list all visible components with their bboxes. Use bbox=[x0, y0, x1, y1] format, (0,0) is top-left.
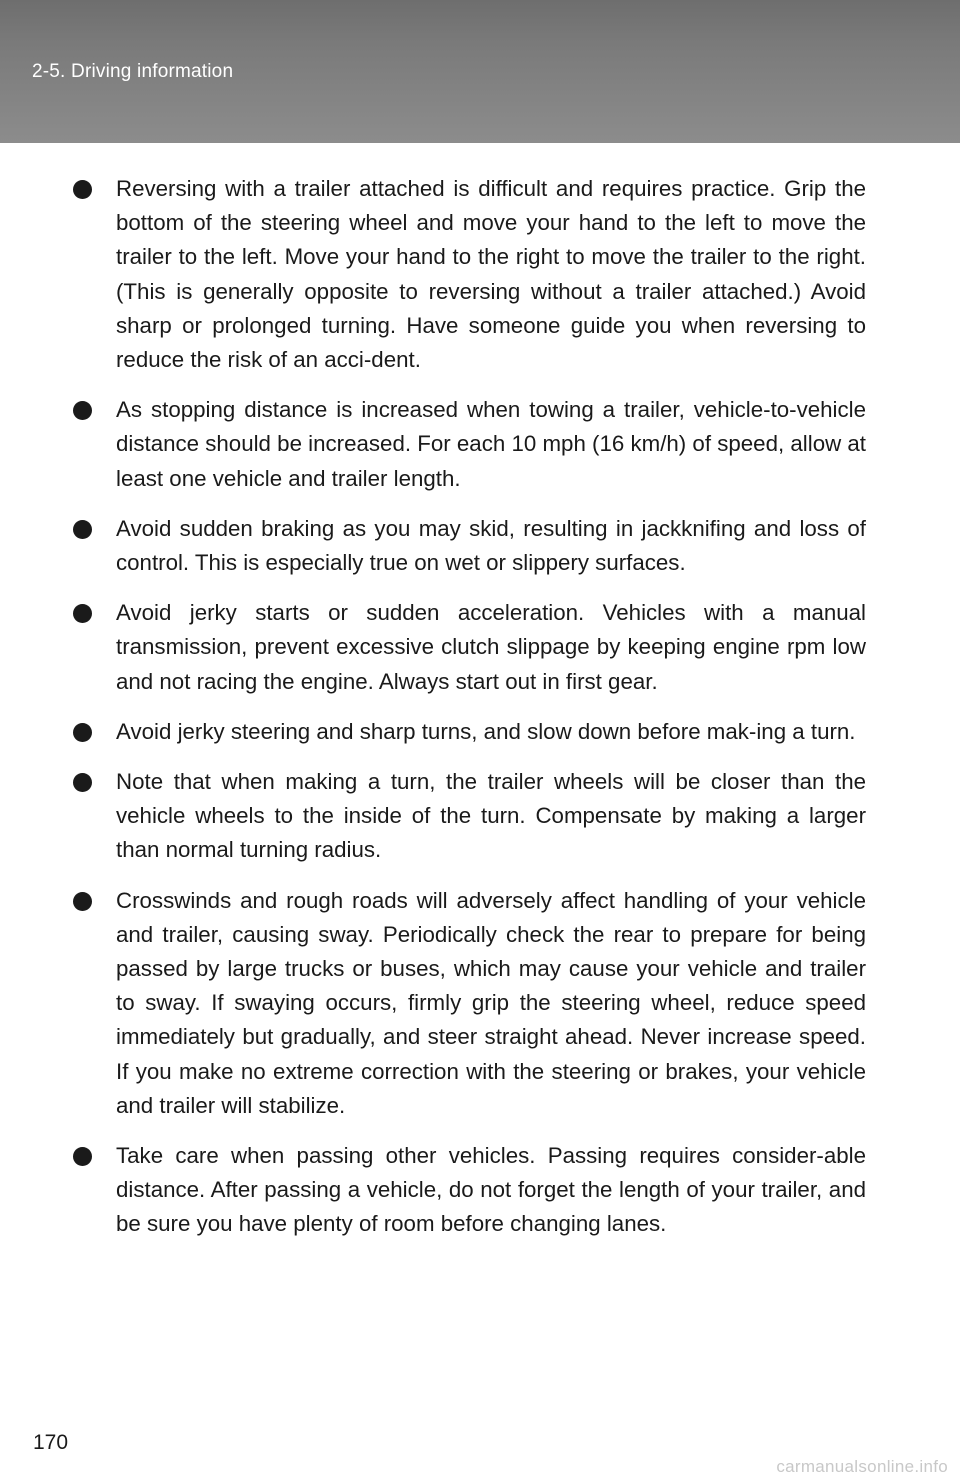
list-item bbox=[73, 596, 866, 699]
list-item-text: Note that when making a turn, the trailer wheels will be closer than the vehicle wheels to the inside of the turn. Compensate by making a larger than normal turning radius. bbox=[116, 769, 866, 863]
list-item bbox=[73, 715, 866, 749]
bullet-dot-icon bbox=[73, 604, 92, 623]
list-item-text: Reversing with a trailer attached is difficult and requires practice. Grip the bottom of the steering wheel and move your hand to the left to move the trailer to the left. Move your hand to the right to move the trailer to the right. (This is generally opposite to reversing without a trailer attached.) Avoid sharp or prolonged turning. Have someone guide you when reversing to reduce the risk of an acci-dent. bbox=[116, 176, 866, 373]
list-item-text: Avoid sudden braking as you may skid, resulting in jackknifing and loss of control. This is especially true on wet or slippery surfaces. bbox=[116, 515, 866, 576]
list-item-text: Avoid jerky steering and sharp turns, and slow down before mak-ing a turn. bbox=[116, 718, 856, 744]
page-number: 170 bbox=[33, 1431, 69, 1454]
list-item bbox=[73, 884, 866, 1123]
watermark: carmanualsonline.info bbox=[776, 1457, 948, 1476]
bullet-list bbox=[73, 172, 866, 1258]
list-item-text: Crosswinds and rough roads will adversely affect handling of your vehicle and trailer, causing sway. Periodically check the rear to prepare for being passed by large trucks or buses, which may cause your vehicle and trailer to sway. If swaying occurs, firmly grip the steering wheel, reduce speed immediately but gradually, and steer straight ahead. Never increase speed. If you make no extreme correction with the steering or brakes, your vehicle and trailer will stabilize. bbox=[116, 887, 866, 1118]
bullet-dot-icon bbox=[73, 723, 92, 742]
bullet-dot-icon bbox=[73, 520, 92, 539]
bullet-dot-icon bbox=[73, 773, 92, 792]
bullet-dot-icon bbox=[73, 180, 92, 199]
section-title: 2-5. Driving information bbox=[32, 61, 234, 82]
list-item bbox=[73, 512, 866, 580]
list-item-text: Take care when passing other vehicles. Passing requires consider-able distance. After passing a vehicle, do not forget the length of your trailer, and be sure you have plenty of room before changing lanes. bbox=[116, 1143, 866, 1237]
list-item bbox=[73, 765, 866, 868]
section-header-band bbox=[0, 0, 960, 143]
bullet-dot-icon bbox=[73, 1147, 92, 1166]
list-item bbox=[73, 393, 866, 496]
list-item bbox=[73, 172, 866, 377]
bullet-dot-icon bbox=[73, 401, 92, 420]
list-item-text: Avoid jerky starts or sudden acceleration. Vehicles with a manual transmission, prevent excessive clutch slippage by keeping engine rpm low and not racing the engine. Always start out in first gear. bbox=[116, 600, 866, 694]
list-item-text: As stopping distance is increased when towing a trailer, vehicle-to-vehicle distance should be increased. For each 10 mph (16 km/h) of speed, allow at least one vehicle and trailer length. bbox=[116, 397, 866, 491]
bullet-dot-icon bbox=[73, 892, 92, 911]
list-item bbox=[73, 1139, 866, 1242]
